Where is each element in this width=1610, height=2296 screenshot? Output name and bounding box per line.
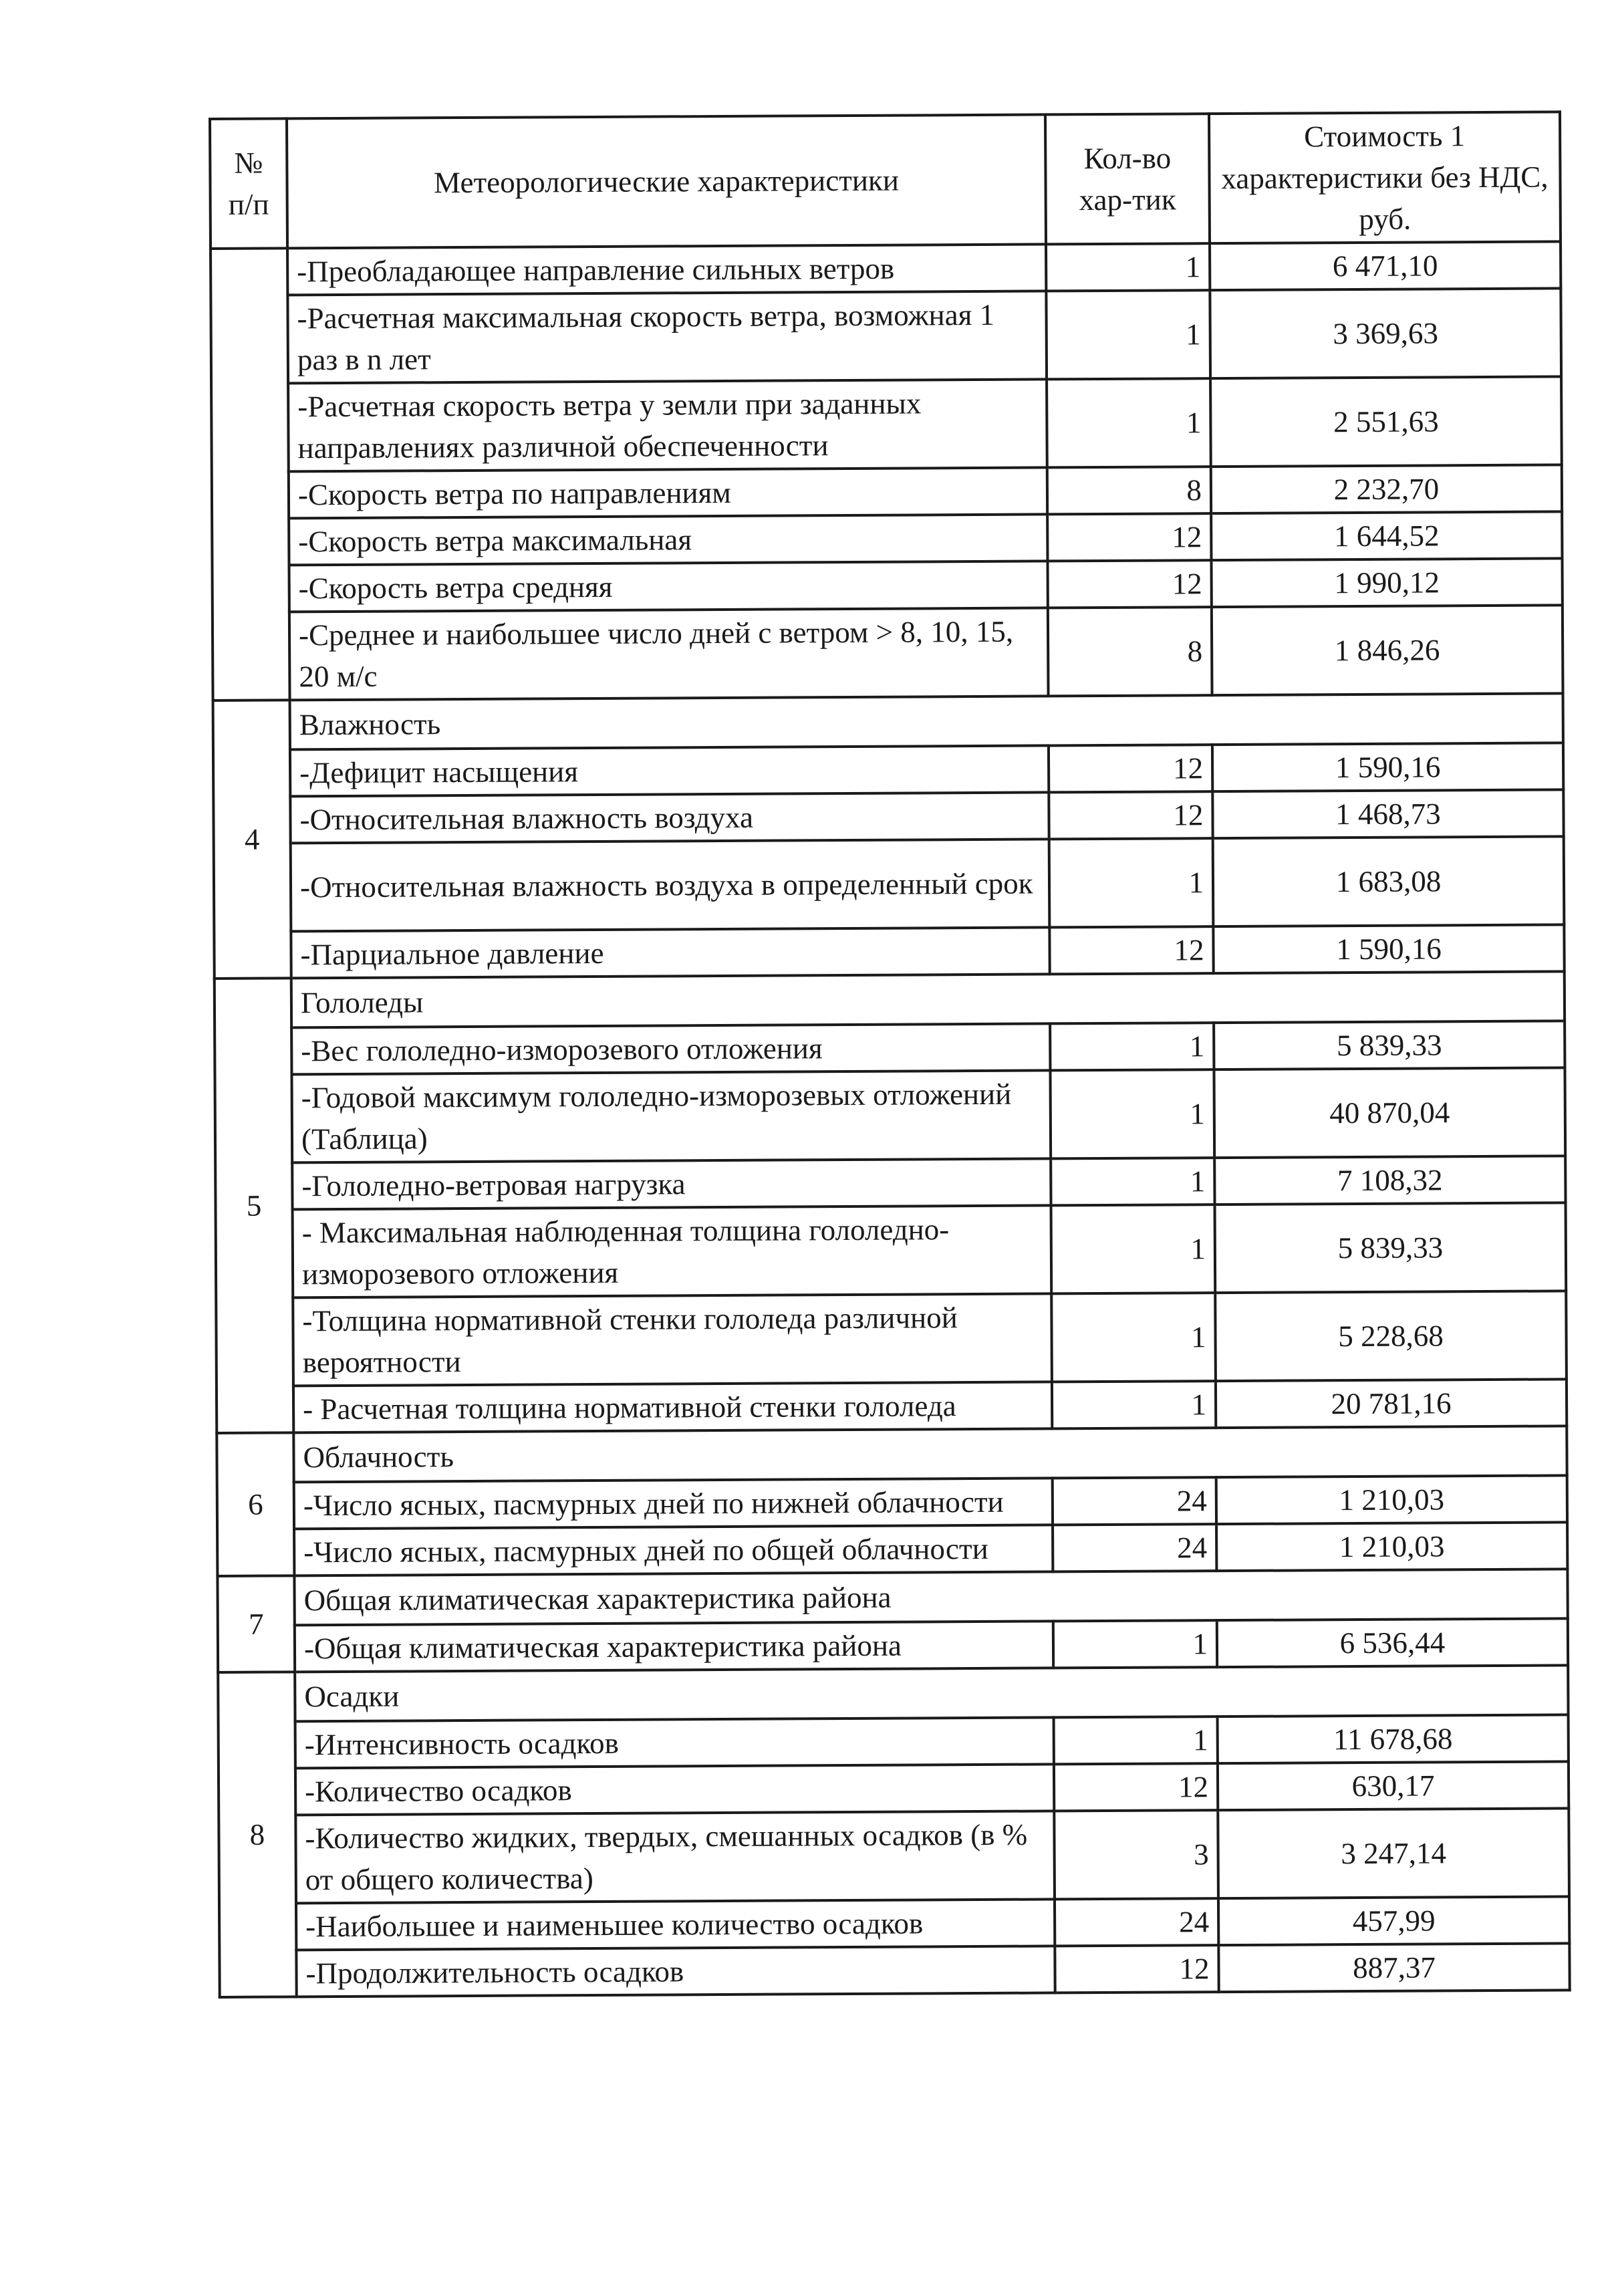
table-row [214,924,1564,979]
section-title: Облачность [293,1426,1567,1482]
characteristic-count: 24 [1053,1524,1216,1571]
section-row [217,1569,1567,1626]
characteristic-name: -Общая климатическая характеристика района [295,1621,1053,1672]
table-row [211,376,1562,472]
table-row [216,1202,1567,1298]
table-row [217,1475,1567,1529]
characteristic-price: 1 683,08 [1213,836,1565,926]
table-row [213,743,1563,797]
table-row [217,1379,1567,1433]
section-title: Гололеды [291,971,1565,1027]
meteo-price-table [209,110,1571,1999]
section-row [213,693,1563,750]
characteristic-count: 12 [1055,1945,1218,1993]
characteristic-count: 1 [1052,1381,1216,1428]
characteristic-name: - Максимальная наблюденная толщина гололедно-изморозевого отложения [293,1205,1052,1297]
section-title: Влажность [290,693,1563,749]
characteristic-count: 1 [1049,838,1214,927]
header-characteristic: Метеорологические характеристики [287,114,1046,248]
section-row [215,971,1565,1028]
characteristic-count: 12 [1049,791,1212,839]
section-title: Общая климатическая характеристика района [294,1569,1567,1625]
characteristic-price: 5 839,33 [1215,1202,1567,1293]
characteristic-name: -Наибольшее и наименьшее количество осадков [296,1899,1055,1950]
characteristic-name: -Относительная влажность воздуха в определенный срок [291,839,1050,931]
characteristic-price: 630,17 [1218,1761,1569,1810]
characteristic-count: 1 [1050,1023,1214,1070]
characteristic-name: -Толщина нормативной стенки гололеда различной вероятности [293,1293,1052,1386]
characteristic-name: -Интенсивность осадков [295,1717,1054,1768]
characteristic-name: -Количество жидких, твердых, смешанных осадков (в % от общего количества) [295,1811,1055,1903]
header-count: Кол-во хар-тик [1045,114,1210,244]
header-price: Стоимость 1 характеристики без НДС, руб. [1209,112,1561,243]
section-number: 7 [217,1575,295,1672]
characteristic-name: -Расчетная максимальная скорость ветра, возможная 1 раз в n лет [287,291,1047,383]
characteristic-name: - Расчетная толщина нормативной стенки гололеда [293,1382,1052,1432]
characteristic-price: 887,37 [1218,1943,1569,1992]
characteristic-price: 1 210,03 [1216,1522,1567,1571]
table-header-row [210,112,1561,249]
characteristic-name: -Скорость ветра средняя [289,561,1048,612]
characteristic-price: 1 590,16 [1212,743,1563,791]
characteristic-count: 1 [1047,378,1211,467]
characteristic-price: 1 990,12 [1211,558,1562,607]
section-number: 8 [218,1672,297,1997]
table-row [219,1761,1569,1815]
characteristic-price: 20 781,16 [1216,1379,1567,1428]
table-row [212,465,1562,519]
characteristic-price: 5 839,33 [1214,1021,1565,1069]
table-row [213,558,1563,612]
characteristic-count: 24 [1055,1898,1218,1946]
characteristic-price: 1 644,52 [1211,511,1562,560]
header-num: № п/п [210,118,287,249]
characteristic-price: 2 232,70 [1211,465,1562,513]
characteristic-count: 8 [1048,607,1212,696]
table-row [213,605,1563,700]
table-row [219,1808,1569,1904]
section-row [218,1665,1568,1722]
section-row [217,1426,1567,1483]
characteristic-count: 1 [1046,243,1210,291]
characteristic-count: 12 [1049,926,1213,974]
characteristic-name: -Скорость ветра максимальная [289,514,1047,565]
characteristic-price: 3 247,14 [1218,1808,1569,1898]
table-row [215,1156,1565,1210]
characteristic-count: 1 [1051,1158,1214,1205]
characteristic-price: 40 870,04 [1214,1067,1565,1158]
characteristic-name: -Скорость ветра по направлениям [289,467,1047,518]
characteristic-price: 1 468,73 [1212,789,1563,838]
characteristic-count: 1 [1054,1716,1218,1764]
characteristic-count: 3 [1054,1810,1218,1899]
characteristic-price: 6 471,10 [1210,241,1561,290]
section-number: 6 [217,1432,294,1576]
characteristic-name: -Относительная влажность воздуха [290,792,1049,843]
table-row [219,1943,1569,1997]
characteristic-price: 11 678,68 [1218,1714,1569,1763]
section-number: 4 [213,700,291,979]
characteristic-name: -Гололедно-ветровая нагрузка [292,1158,1051,1209]
table-row [218,1618,1568,1672]
characteristic-count: 12 [1047,513,1211,561]
characteristic-count: 1 [1053,1620,1217,1668]
characteristic-count: 12 [1047,560,1211,608]
characteristic-name: -Среднее и наибольшее число дней с ветром > 8, 10, 15, 20 м/с [289,608,1049,700]
characteristic-price: 1 210,03 [1216,1475,1567,1524]
characteristic-name: -Парциальное давление [291,927,1049,978]
characteristic-name: -Число ясных, пасмурных дней по нижней облачности [294,1478,1053,1529]
table-row [219,1714,1569,1769]
characteristic-count: 1 [1051,1204,1216,1293]
characteristic-name: -Годовой максимум гололедно-изморозевых отложений (Таблица) [291,1070,1051,1162]
characteristic-name: -Расчетная скорость ветра у земли при заданных направлениях различной обеспеченности [288,379,1047,471]
characteristic-price: 6 536,44 [1217,1618,1568,1667]
characteristic-name: -Количество осадков [295,1764,1054,1815]
characteristic-name: -Вес гололедно-изморозевого отложения [291,1023,1050,1074]
table-row [217,1522,1567,1576]
characteristic-count: 1 [1051,1293,1216,1382]
characteristic-price: 1 590,16 [1213,924,1564,973]
table-row [214,836,1565,932]
characteristic-name: -Число ясных, пасмурных дней по общей облачности [294,1525,1053,1575]
characteristic-name: -Продолжительность осадков [296,1946,1055,1997]
characteristic-price: 457,99 [1218,1896,1569,1945]
characteristic-price: 2 551,63 [1210,376,1562,467]
characteristic-count: 24 [1053,1477,1216,1525]
table-row [212,511,1562,565]
characteristic-price: 1 846,26 [1212,605,1563,695]
section-number [211,248,290,700]
table-body [211,241,1570,1997]
table-row [211,288,1561,384]
characteristic-name: -Преобладающее направление сильных ветров [287,244,1046,295]
characteristic-count: 8 [1047,467,1211,514]
section-title: Осадки [295,1665,1568,1721]
characteristic-price: 7 108,32 [1214,1156,1565,1204]
table-row [215,1067,1565,1163]
table-row [219,1896,1569,1950]
characteristic-count: 1 [1046,290,1210,379]
table-row [215,1021,1565,1075]
characteristic-count: 12 [1049,745,1212,792]
characteristic-name: -Дефицит насыщения [290,745,1049,796]
characteristic-price: 3 369,63 [1210,288,1561,378]
table-row [213,789,1563,844]
characteristic-count: 12 [1054,1763,1218,1811]
characteristic-price: 5 228,68 [1215,1291,1567,1381]
characteristic-count: 1 [1050,1069,1214,1158]
table-row [216,1291,1567,1386]
table-row [211,241,1561,295]
section-number: 5 [215,978,294,1433]
